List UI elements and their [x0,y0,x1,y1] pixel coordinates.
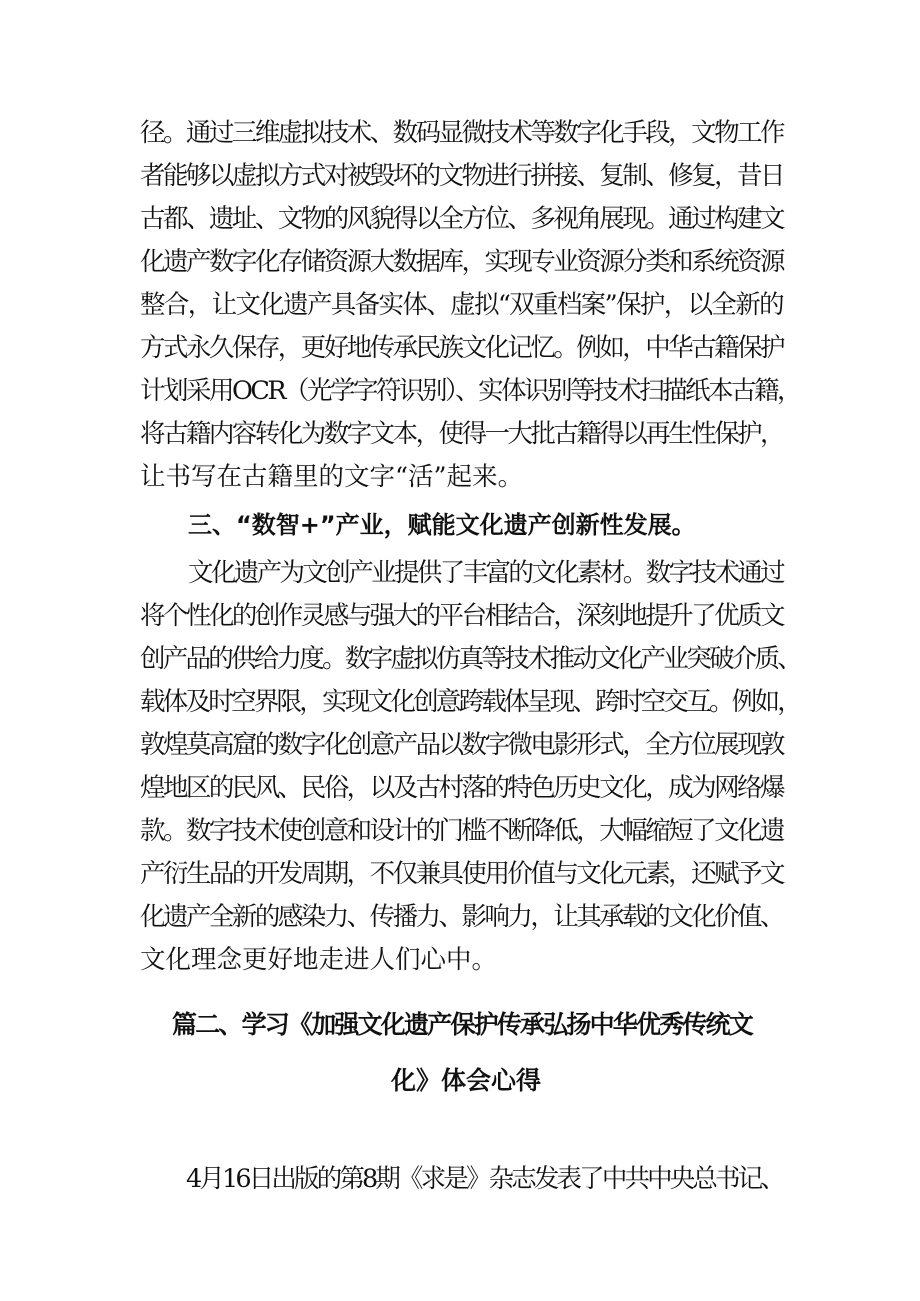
text-span: 者能够以虚拟方式对被毁坏的文物进行拼接、复制、修复，昔日 [140,161,783,191]
article-title-line-2 [0,1057,920,1105]
text-span: 文化遗产为文创产业提供了丰富的文化素材。数字技术通过 [188,558,783,588]
body-text-line [0,809,920,853]
text-span: 径。通过三维虚拟技术、数码显微技术等数字化手段，文物工作 [140,118,783,148]
body-text-line [0,111,920,155]
text-span: 将古籍内容转化为数字文本，使得一大批古籍得以再生性保护， [140,419,783,449]
text-span: 化遗产数字化存储资源大数据库，实现专业资源分类和系统资源 [140,247,783,277]
body-text-line [0,283,920,327]
body-text-line [0,1157,920,1201]
section-heading [0,503,920,547]
body-text-line [0,594,920,638]
text-span: 化遗产全新的感染力、传播力、影响力，让其承载的文化价值、 [140,902,783,932]
body-text-line [0,723,920,767]
body-text-line [0,326,920,370]
body-text-line [0,680,920,724]
text-span: 载体及时空界限，实现文化创意跨载体呈现、跨时空交互。例如， [140,687,800,717]
text-span: 款。数字技术使创意和设计的门槛不断降低，大幅缩短了文化遗 [140,816,783,846]
text-span: 将个性化的创作灵感与强大的平台相结合，深刻地提升了优质文 [140,601,783,631]
body-text-line [0,766,920,810]
body-text-line [0,369,920,413]
text-span: 产衍生品的开发周期，不仅兼具使用价值与文化元素，还赋予文 [140,859,783,889]
body-text-line [0,240,920,284]
body-text-line [0,412,920,456]
text-span: 4月16日出版的第8期《求是》杂志发表了中共中央总书记、 [186,1164,783,1194]
body-text-line [0,455,920,499]
body-text-line [0,938,920,982]
article-title-text: 篇二、学习《加强文化遗产保护传承弘扬中华优秀传统文 [172,1010,752,1039]
text-span: 计划采用OCR（光学字符识别）、实体识别等技术扫描纸本古籍， [140,376,800,406]
body-text-line [0,197,920,241]
text-span: 创产品的供给力度。数字虚拟仿真等技术推动文化产业突破介质、 [140,644,800,674]
text-span: 让书写在古籍里的文字“活”起来。 [140,462,524,492]
body-text-line [0,637,920,681]
article-title-line-1 [0,1001,920,1049]
text-span: 煌地区的民风、民俗，以及古村落的特色历史文化，成为网络爆 [140,773,783,803]
body-text-line [0,154,920,198]
article-title-text: 化》体会心得 [391,1066,542,1095]
text-span: 方式永久保存，更好地传承民族文化记忆。例如，中华古籍保护 [140,333,783,363]
text-span: 敦煌莫高窟的数字化创意产品以数字微电影形式，全方位展现敦 [140,730,783,760]
section-heading-text: 三、“数智+”产业，赋能文化遗产创新性发展。 [188,511,696,539]
body-text-line [0,895,920,939]
body-text-line [0,551,920,595]
text-span: 文化理念更好地走进人们心中。 [140,945,498,975]
text-span: 整合，让文化遗产具备实体、虚拟“双重档案”保护，以全新的 [140,290,783,320]
body-text-line [0,852,920,896]
text-span: 古都、遗址、文物的风貌得以全方位、多视角展现。通过构建文 [140,204,783,234]
